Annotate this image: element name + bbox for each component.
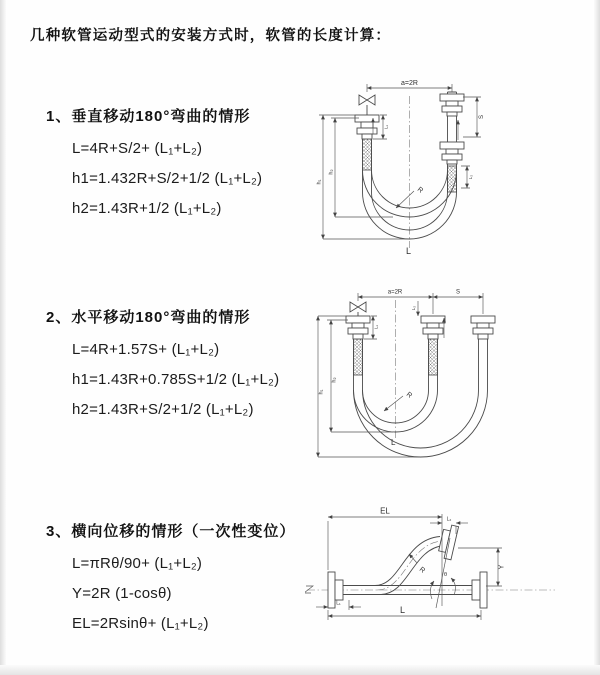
valve-icon bbox=[350, 302, 366, 316]
dimension-l2 bbox=[461, 166, 473, 188]
formula-line: L=4R+1.57S+ (L₁+L₂) bbox=[72, 341, 220, 358]
dimension-l2 bbox=[411, 301, 418, 316]
dim-label-l1: L₁ bbox=[336, 600, 341, 607]
dim-label-a2r: a=2R bbox=[387, 289, 403, 296]
dimension-h1 bbox=[318, 316, 419, 457]
dim-label-l2: L₂ bbox=[411, 305, 416, 311]
hose-u-bend bbox=[354, 339, 488, 457]
formula-line: h2=1.43R+S/2+1/2 (L₁+L₂) bbox=[72, 401, 254, 418]
dim-label-h2: h₂ bbox=[331, 377, 338, 383]
radius-callout bbox=[409, 554, 426, 575]
section-horizontal-movement bbox=[46, 306, 279, 425]
radius-callout bbox=[396, 186, 424, 208]
page-edge-left bbox=[0, 0, 6, 675]
flange-stack-left bbox=[346, 316, 370, 339]
dimension-el bbox=[328, 507, 442, 571]
dim-label-y: Y bbox=[498, 564, 506, 570]
flange-right-upper bbox=[437, 524, 458, 560]
braid-hatch bbox=[448, 166, 457, 192]
dim-label-h1: h₁ bbox=[316, 179, 323, 185]
dim-label-l1: L₁ bbox=[373, 324, 379, 330]
diagram-horizontal-180-bend bbox=[315, 270, 600, 470]
section-vertical-movement bbox=[46, 105, 262, 224]
dim-label-r: R bbox=[417, 566, 427, 575]
formula-line: Y=2R (1-cosθ) bbox=[72, 585, 172, 602]
section-2-heading: 2、水平移动180°弯曲的情形 bbox=[46, 309, 251, 326]
braid-hatch bbox=[354, 339, 363, 375]
dim-label-l: L bbox=[400, 605, 406, 615]
formula-line: h1=1.432R+S/2+1/2 (L₁+L₂) bbox=[72, 170, 263, 187]
dim-label-l2: L₂ bbox=[468, 174, 473, 180]
dim-label-s: S bbox=[455, 289, 461, 296]
break-mark bbox=[305, 586, 313, 593]
dim-label-r: R bbox=[415, 186, 425, 195]
formula-line: EL=2Rsinθ+ (L₁+L₂) bbox=[72, 615, 209, 632]
section-lateral-displacement bbox=[46, 520, 295, 639]
braid-hatch bbox=[429, 339, 438, 375]
diagram-vertical-180-bend bbox=[315, 70, 585, 266]
page-edge-bottom bbox=[0, 665, 600, 675]
formula-line: h2=1.43R+1/2 (L₁+L₂) bbox=[72, 200, 222, 217]
dim-label-l2: L₂ bbox=[446, 516, 452, 523]
section-3-heading: 3、横向位移的情形（一次性变位） bbox=[46, 523, 296, 540]
dim-label-el: EL bbox=[380, 506, 390, 516]
diagram-lateral-displacement bbox=[305, 500, 600, 640]
formula-line: L=πRθ/90+ (L₁+L₂) bbox=[72, 555, 203, 572]
valve-icon bbox=[359, 95, 375, 115]
dimension-s bbox=[463, 97, 485, 137]
section-2-formulas bbox=[72, 335, 279, 425]
flange-stack-left bbox=[355, 115, 379, 139]
dim-label-l: L bbox=[391, 438, 396, 447]
dimension-l1 bbox=[316, 600, 361, 610]
radius-callout bbox=[384, 391, 413, 411]
dim-label-h1: h₁ bbox=[318, 389, 325, 395]
dim-label-a2r: a=2R bbox=[401, 80, 418, 87]
dimension-a2r bbox=[358, 290, 483, 315]
section-1-formulas bbox=[72, 134, 262, 224]
dim-label-l1: L₁ bbox=[383, 124, 389, 130]
flange-right-lower bbox=[472, 572, 487, 608]
dimension-s bbox=[433, 290, 483, 298]
flange-stack-right-lower bbox=[440, 142, 464, 164]
flange-stack-right bbox=[471, 316, 495, 339]
braid-hatch bbox=[363, 139, 372, 170]
dim-label-l: L bbox=[406, 246, 412, 256]
section-3-formulas bbox=[72, 549, 295, 639]
section-1-heading: 1、垂直移动180°弯曲的情形 bbox=[46, 108, 251, 125]
flange-stack-right-upper bbox=[440, 94, 464, 116]
dim-label-s: S bbox=[479, 114, 485, 120]
formula-line: h1=1.43R+0.785S+1/2 (L₁+L₂) bbox=[72, 371, 280, 388]
page-title: 几种软管运动型式的安装方式时，软管的长度计算： bbox=[30, 28, 392, 44]
flange-stack-middle bbox=[421, 316, 445, 339]
dim-label-r: R bbox=[404, 391, 414, 400]
dimension-a2r bbox=[367, 80, 452, 92]
dim-label-theta: θ bbox=[444, 572, 448, 578]
dim-label-h2: h₂ bbox=[328, 169, 335, 175]
formula-line: L=4R+S/2+ (L₁+L₂) bbox=[72, 140, 203, 157]
